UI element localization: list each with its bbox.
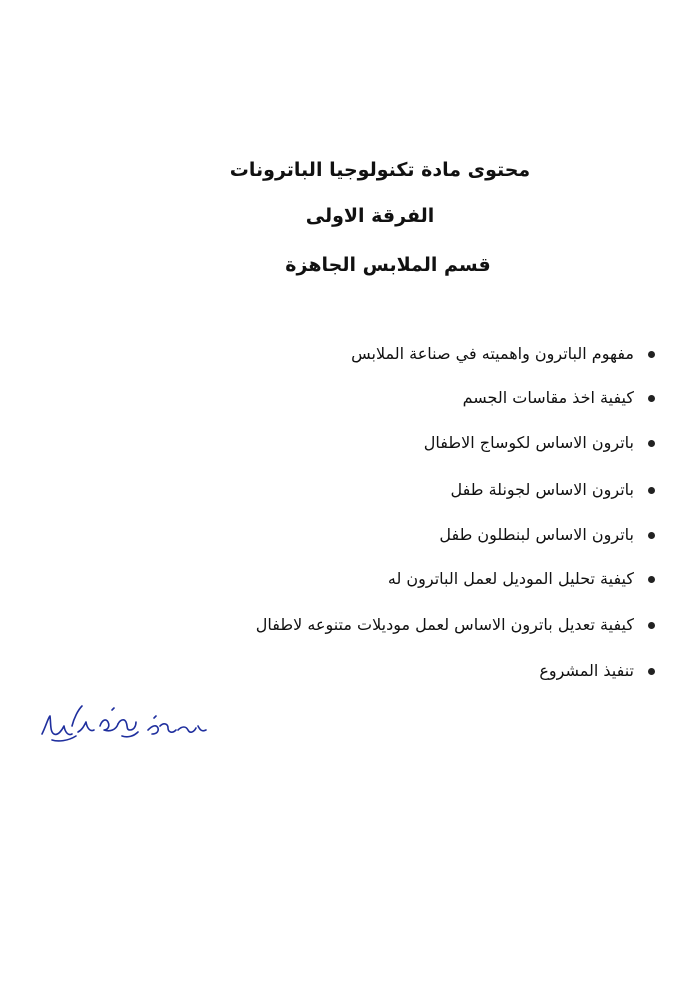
list-item [424,432,655,454]
list-item [539,660,655,682]
signature-icon [38,696,213,756]
bullet-icon [648,576,655,583]
list-item [351,343,655,365]
department-name: قسم الملابس الجاهزة [285,254,491,276]
document-title: محتوى مادة تكنولوجيا الباترونات [229,159,531,181]
bullet-icon [648,351,655,358]
list-item-text: باترون الاساس لبنطلون طفل [439,525,634,544]
list-item-text: كيفية تعديل باترون الاساس لعمل موديلات متنوعه لاطفال [255,615,634,634]
list-item [463,387,655,409]
handwritten-signature [38,696,213,756]
document-subtitle: الفرقة الاولى [305,205,435,227]
bullet-icon [648,532,655,539]
bullet-icon [648,440,655,447]
list-item-text: باترون الاساس لجونلة طفل [450,480,634,499]
list-item-text: كيفية تحليل الموديل لعمل الباترون له [387,569,634,588]
list-item [256,614,655,636]
bullet-icon [648,487,655,494]
bullet-icon [648,668,655,675]
list-item [439,524,655,546]
list-item [451,479,655,501]
list-item-text: مفهوم الباترون واهميته في صناعة الملابس [351,344,634,363]
list-item-text: تنفيذ المشروع [539,661,634,680]
list-item [388,568,655,590]
bullet-icon [648,395,655,402]
list-item-text: كيفية اخذ مقاسات الجسم [462,388,634,407]
list-item-text: باترون الاساس لكوساج الاطفال [423,433,634,452]
bullet-icon [648,622,655,629]
